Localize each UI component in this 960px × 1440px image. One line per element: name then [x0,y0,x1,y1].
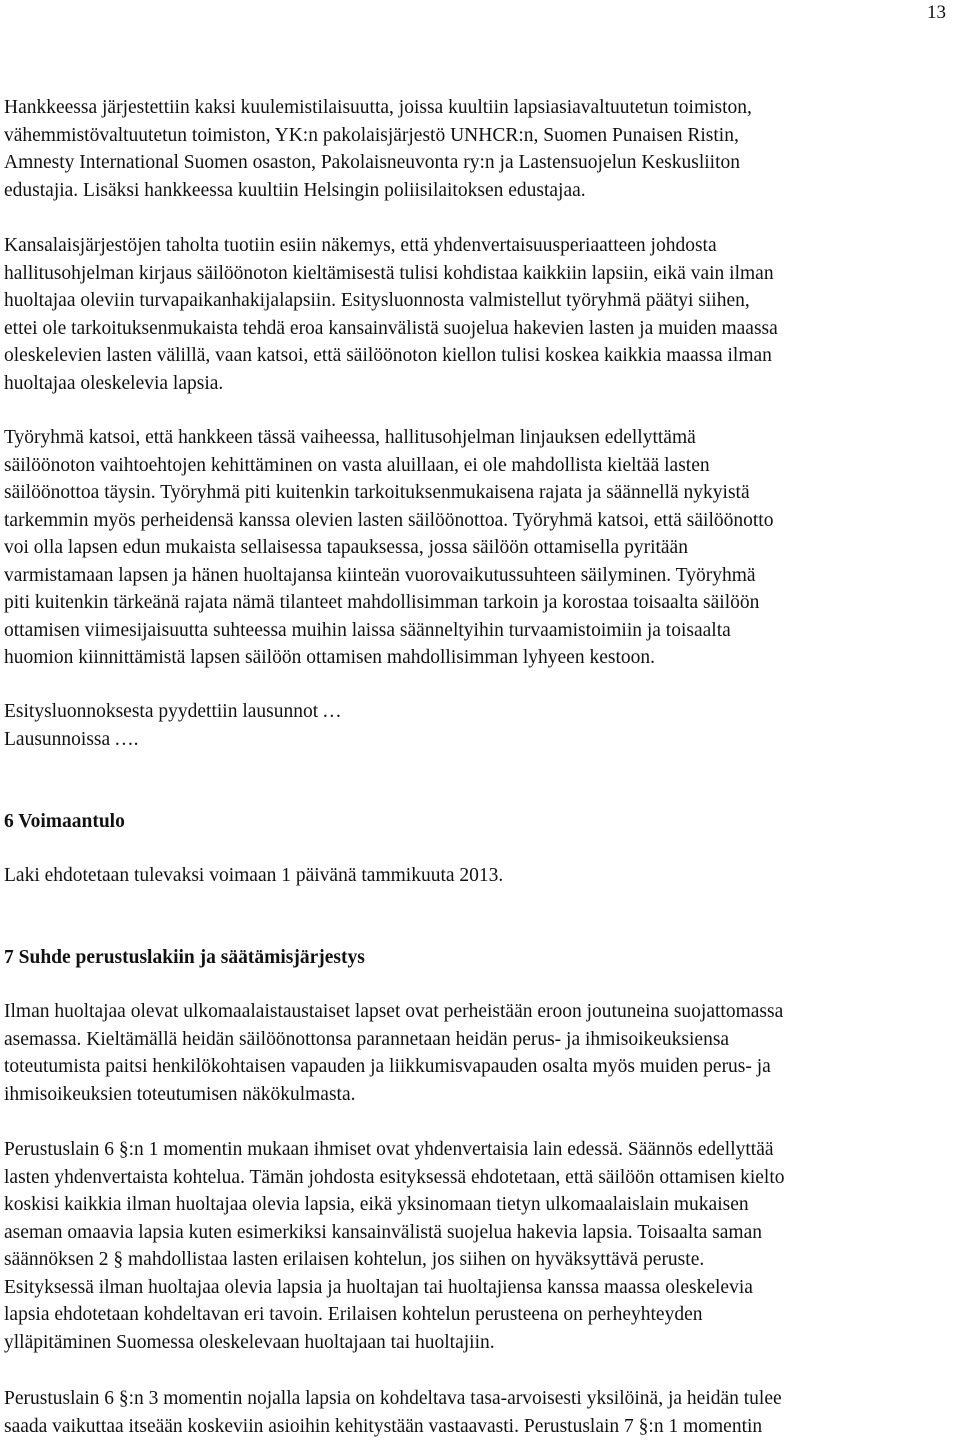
text-line: lasten yhdenvertaista kohtelua. Tämän johdosta esityksessä ehdotetaan, että säilöön ottamisen kielto [4,1166,785,1188]
text-line: säilöönoton vaihtoehtojen kehittäminen on vasta aluillaan, ei ole mahdollista kieltää lasten [4,454,710,476]
text-line: Ilman huoltajaa olevat ulkomaalaistaustaiset lapset ovat perheistään eroon joutuneina suojattomassa [4,1001,784,1022]
text-line: saada vaikuttaa itseään koskeviin asioihin kehitystään vastaavasti. Perustuslain 7 §:n 1 momentin [4,1415,763,1437]
text-line: huoltajaa oleviin turvapaikanhakijalapsiin. Esitysluonnosta valmistellut työryhmä päätyi siihen, [4,290,750,311]
text-line: huomion kiinnittämistä lapsen säilöön ottamisen mahdollisimman lyhyeen kestoon. [4,647,656,668]
statements-requested-text: Esitysluonnoksesta pyydettiin lausunnot [4,701,319,722]
text-line: ettei ole tarkoituksenmukaista tehdä eroa kansainvälistä suojelua hakevien lasten ja muiden maassa [4,317,778,339]
statements-text: Lausunnoissa [4,728,111,750]
paragraph-ngo-view [4,232,954,397]
paragraph-unaccompanied-children [4,998,954,1108]
section-heading-6 [4,808,954,836]
paragraph-entry-into-force [4,862,954,890]
text-line: ihmisoikeuksien toteutumisen näkökulmasta. [4,1083,356,1105]
text-line: Perustuslain 6 §:n 1 momentin mukaan ihmiset ovat yhdenvertaisia lain edessä. Säännös edellyttää [4,1139,774,1160]
text-line: säilöönottoa täysin. Työryhmä piti kuitenkin tarkoituksenmukaisena rajata ja säännellä nykyistä [4,482,750,503]
text-line: koskisi kaikkia ilman huoltajaa olevia lapsia, eikä yksinomaan tietyn ulkomaalaislain mukaisen [4,1194,749,1215]
text-line: Perustuslain 6 §:n 3 momentin nojalla lapsia on kohdeltava tasa-arvoisesti yksilöinä, ja heidän tulee [4,1388,782,1409]
page-number: 13 [927,2,946,23]
text-line: voi olla lapsen edun mukaista sellaisessa tapauksessa, jossa säilöön ottamisella pyritään [4,537,688,558]
text-line: Laki ehdotetaan tulevaksi voimaan 1 päivänä tammikuuta 2013. [4,865,504,886]
text-line: lapsia ehdotetaan kohdeltavan eri tavoin. Erilaisen kohtelun perusteena on perheyhteyden [4,1304,703,1325]
text-line: tarkemmin myös perheidensä kanssa olevien lasten säilöönottoa. Työryhmä katsoi, että säilöönotto [4,509,774,531]
ellipsis: …. [114,728,139,750]
paragraph-hearings [4,94,954,204]
text-line: ylläpitäminen Suomessa oleskelevaan huoltajaan tai huoltajiin. [4,1331,495,1353]
text-line [4,726,954,754]
section-heading-7 [4,944,954,972]
paragraph-constitution-6-1 [4,1136,954,1356]
text-line: Kansalaisjärjestöjen taholta tuotiin esiin näkemys, että yhdenvertaisuusperiaatteen johdosta [4,235,717,256]
text-line: Hankkeessa järjestettiin kaksi kuulemistilaisuutta, joissa kuultiin lapsiasiavaltuutetun toimiston, [4,97,752,118]
text-line: ottamisen viimesijaisuutta suhteessa muihin laissa säänneltyihin turvaamistoimiin ja toisaalta [4,619,731,641]
text-line: Amnesty International Suomen osaston, Pakolaisneuvonta ry:n ja Lastensuojelun Keskusliiton [4,152,741,173]
text-line: Esityksessä ilman huoltajaa olevia lapsia ja huoltajan tai huoltajiensa kanssa maassa oleskelevia [4,1276,753,1298]
text-line: edustajia. Lisäksi hankkeessa kuultiin Helsingin poliisilaitoksen edustajaa. [4,179,586,201]
text-line: huoltajaa oleskelevia lapsia. [4,372,224,394]
text-line: asemassa. Kieltämällä heidän säilöönottonsa parannetaan heidän perus- ja ihmisoikeuksiensa [4,1028,730,1050]
ellipsis: … [322,701,342,722]
text-line: Työryhmä katsoi, että hankkeen tässä vaiheessa, hallitusohjelman linjauksen edellyttämä [4,427,696,448]
text-line: oleskelevien lasten välillä, vaan katsoi, että säilöönoton kiellon tulisi koskea kaikkia maassa ilman [4,345,772,366]
text-line: hallitusohjelman kirjaus säilöönoton kieltämisestä tulisi kohdistaa kaikkiin lapsiin, eikä vain ilman [4,262,774,284]
text-line [4,698,954,726]
text-line: säännöksen 2 § mahdollistaa lasten erilaisen kohtelun, jos siihen on hyväksyttävä peruste. [4,1249,705,1270]
paragraph-statements [4,698,954,753]
paragraph-constitution-6-3 [4,1385,954,1440]
heading-text: 6 Voimaantulo [4,811,125,832]
text-line: vähemmistövaltuutetun toimiston, YK:n pakolaisjärjestö UNHCR:n, Suomen Punaisen Ristin, [4,124,739,146]
text-line: toteutumista paitsi henkilökohtaisen vapauden ja liikkumisvapauden osalta myös muiden perus- ja [4,1056,771,1077]
paragraph-working-group [4,424,954,672]
text-line: varmistamaan lapsen ja hänen huoltajansa kiinteän vuorovaikutussuhteen säilyminen. Työryhmä [4,564,756,586]
text-line: aseman omaavia lapsia kuten esimerkiksi kansainvälistä suojelua hakevia lapsia. Toisaalta saman [4,1221,762,1243]
heading-text: 7 Suhde perustuslakiin ja säätämisjärjestys [4,947,365,968]
text-line: piti kuitenkin tärkeänä rajata nämä tilanteet mahdollisimman tarkoin ja korostaa toisaalta säilöön [4,592,760,613]
